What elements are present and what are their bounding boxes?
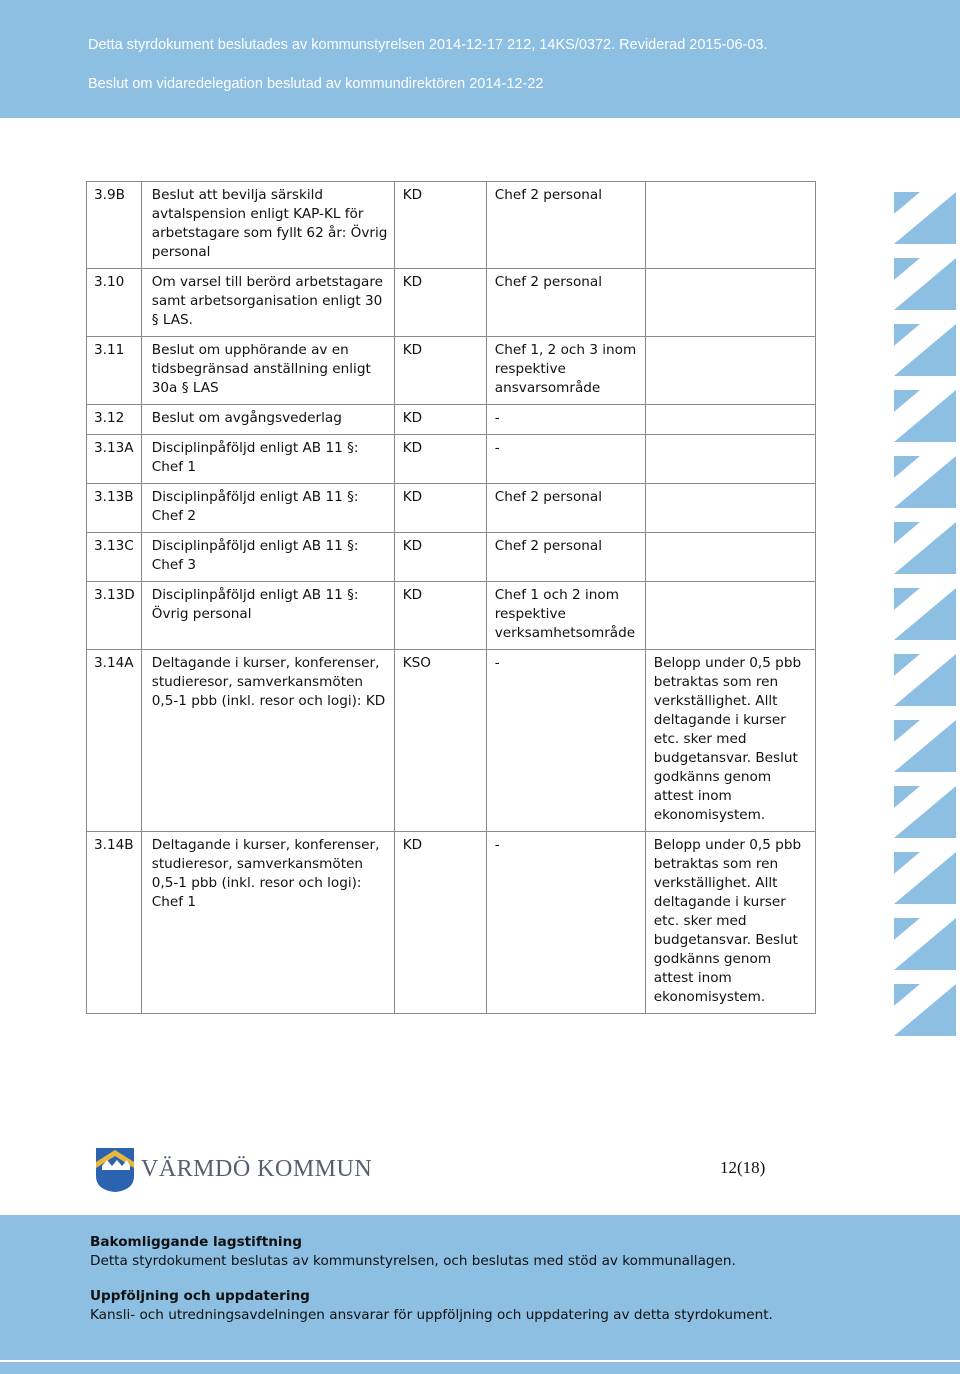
row-recipient-cell: - <box>486 650 645 832</box>
table-row <box>87 182 816 269</box>
stripe-shape <box>894 786 956 838</box>
row-delegate-cell: KSO <box>394 650 486 832</box>
stripe-shape <box>894 192 956 244</box>
row-note-cell: Belopp under 0,5 pbb betraktas som ren verkställighet. Allt deltagande i kurser etc. sker med budgetansvar. Beslut godkänns genom attest inom ekonomisystem. <box>645 832 815 1014</box>
row-note-cell <box>645 405 815 435</box>
row-description-cell: Beslut om upphörande av en tidsbegränsad anställning enligt 30a § LAS <box>141 337 394 405</box>
row-description-cell: Beslut om avgångsvederlag <box>141 405 394 435</box>
table-row <box>87 533 816 582</box>
delegation-table <box>86 181 816 1014</box>
row-number-cell: 3.14A <box>87 650 142 832</box>
stripe-shape <box>894 324 956 376</box>
row-number-cell: 3.13B <box>87 484 142 533</box>
row-recipient-cell: - <box>486 832 645 1014</box>
row-recipient-cell: Chef 2 personal <box>486 182 645 269</box>
table-row <box>87 405 816 435</box>
table-row <box>87 582 816 650</box>
table-row <box>87 484 816 533</box>
decorative-stripes <box>894 192 956 1050</box>
stripe-shape <box>894 588 956 640</box>
row-delegate-cell: KD <box>394 533 486 582</box>
followup-text: Kansli- och utredningsavdelningen ansvarar för uppföljning och uppdatering av detta styrdokument. <box>90 1307 773 1323</box>
row-description-cell: Disciplinpåföljd enligt AB 11 §: Övrig personal <box>141 582 394 650</box>
logo-wordmark: VÄRMDÖ KOMMUN <box>141 1156 373 1182</box>
row-description-cell: Disciplinpåföljd enligt AB 11 §: Chef 1 <box>141 435 394 484</box>
table-row <box>87 435 816 484</box>
row-number-cell: 3.13C <box>87 533 142 582</box>
row-delegate-cell: KD <box>394 337 486 405</box>
row-delegate-cell: KD <box>394 582 486 650</box>
header-delegation-line: Beslut om vidaredelegation beslutad av kommundirektören 2014-12-22 <box>88 76 544 92</box>
row-recipient-cell: Chef 2 personal <box>486 484 645 533</box>
stripe-shape <box>894 918 956 970</box>
stripe-shape <box>894 390 956 442</box>
row-note-cell: Belopp under 0,5 pbb betraktas som ren verkställighet. Allt deltagande i kurser etc. sker med budgetansvar. Beslut godkänns genom attest inom ekonomisystem. <box>645 650 815 832</box>
header-banner <box>0 0 960 118</box>
row-delegate-cell: KD <box>394 269 486 337</box>
row-note-cell <box>645 269 815 337</box>
followup-heading: Uppföljning och uppdatering <box>90 1288 310 1304</box>
row-delegate-cell: KD <box>394 435 486 484</box>
row-note-cell <box>645 582 815 650</box>
row-description-cell: Disciplinpåföljd enligt AB 11 §: Chef 2 <box>141 484 394 533</box>
row-delegate-cell: KD <box>394 405 486 435</box>
table-row <box>87 337 816 405</box>
row-delegate-cell: KD <box>394 182 486 269</box>
header-decision-line: Detta styrdokument beslutades av kommunstyrelsen 2014-12-17 212, 14KS/0372. Reviderad 2015-06-03. <box>88 37 768 53</box>
footer-panel <box>0 1215 960 1372</box>
stripe-shape <box>894 720 956 772</box>
stripe-shape <box>894 522 956 574</box>
row-description-cell: Om varsel till berörd arbetstagare samt arbetsorganisation enligt 30 § LAS. <box>141 269 394 337</box>
stripe-shape <box>894 258 956 310</box>
row-number-cell: 3.10 <box>87 269 142 337</box>
row-recipient-cell: Chef 2 personal <box>486 269 645 337</box>
row-description-cell: Deltagande i kurser, konferenser, studieresor, samverkansmöten 0,5-1 pbb (inkl. resor och logi): Chef 1 <box>141 832 394 1014</box>
stripe-shape <box>894 984 956 1036</box>
page-number: 12(18) <box>720 1158 766 1177</box>
row-recipient-cell: - <box>486 405 645 435</box>
row-number-cell: 3.13D <box>87 582 142 650</box>
row-number-cell: 3.12 <box>87 405 142 435</box>
table-row <box>87 650 816 832</box>
row-description-cell: Beslut att bevilja särskild avtalspension enligt KAP-KL för arbetstagare som fyllt 62 år: Övrig personal <box>141 182 394 269</box>
row-number-cell: 3.9B <box>87 182 142 269</box>
row-description-cell: Deltagande i kurser, konferenser, studieresor, samverkansmöten 0,5-1 pbb (inkl. resor och logi): KD <box>141 650 394 832</box>
table-row <box>87 269 816 337</box>
row-recipient-cell: - <box>486 435 645 484</box>
legislation-text: Detta styrdokument beslutas av kommunstyrelsen, och beslutas med stöd av kommunallagen. <box>90 1253 736 1269</box>
row-number-cell: 3.14B <box>87 832 142 1014</box>
stripe-shape <box>894 852 956 904</box>
row-recipient-cell: Chef 1 och 2 inom respektive verksamhetsområde <box>486 582 645 650</box>
row-note-cell <box>645 337 815 405</box>
row-number-cell: 3.11 <box>87 337 142 405</box>
row-note-cell <box>645 435 815 484</box>
stripe-shape <box>894 456 956 508</box>
row-description-cell: Disciplinpåföljd enligt AB 11 §: Chef 3 <box>141 533 394 582</box>
row-delegate-cell: KD <box>394 832 486 1014</box>
stripe-shape <box>894 654 956 706</box>
row-recipient-cell: Chef 2 personal <box>486 533 645 582</box>
row-note-cell <box>645 533 815 582</box>
row-number-cell: 3.13A <box>87 435 142 484</box>
row-note-cell <box>645 484 815 533</box>
row-delegate-cell: KD <box>394 484 486 533</box>
row-note-cell <box>645 182 815 269</box>
table-row <box>87 832 816 1014</box>
row-recipient-cell: Chef 1, 2 och 3 inom respektive ansvarsområde <box>486 337 645 405</box>
legislation-heading: Bakomliggande lagstiftning <box>90 1234 302 1250</box>
